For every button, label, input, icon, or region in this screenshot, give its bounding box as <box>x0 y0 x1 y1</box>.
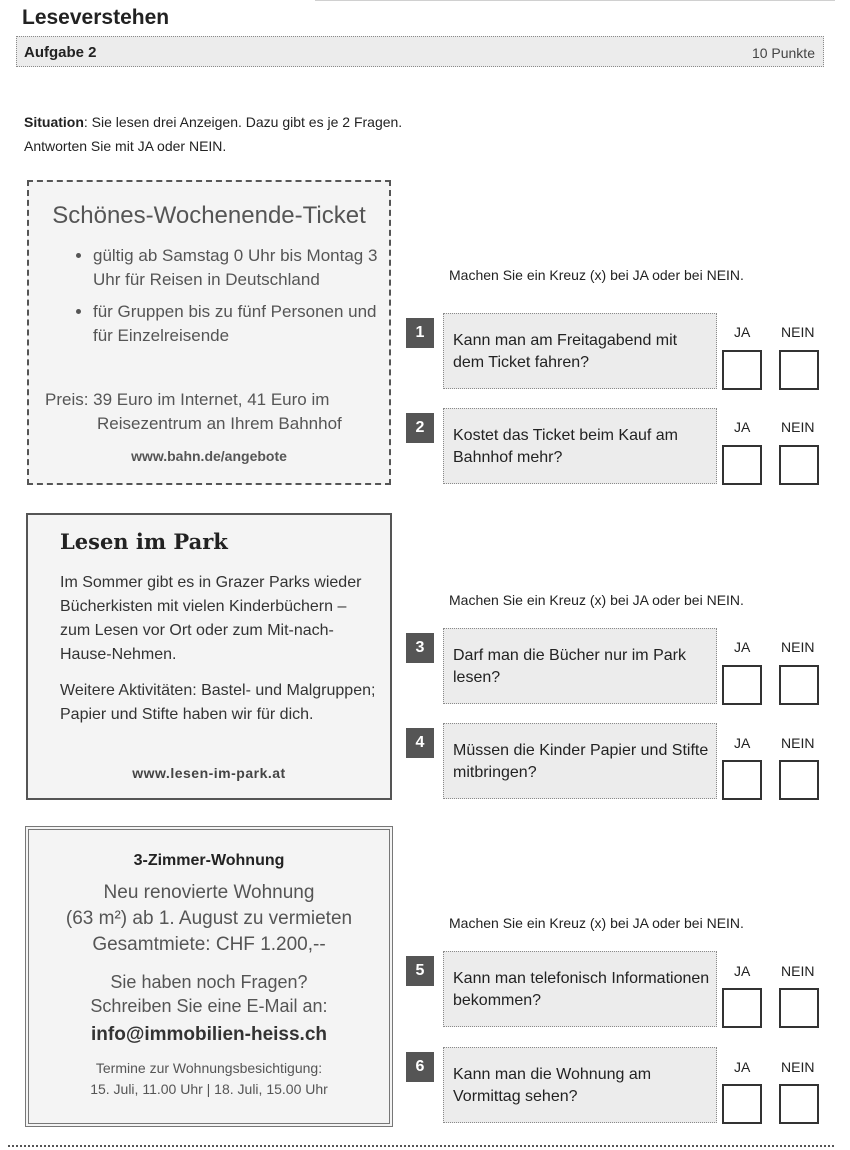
ja-label: JA <box>734 735 751 751</box>
ad-price-line: Preis: 39 Euro im Internet, 41 Euro im <box>45 390 330 409</box>
ad-line: (63 m²) ab 1. August zu vermieten <box>65 908 353 929</box>
ad-price <box>45 388 385 436</box>
ad-line: Neu renovierte Wohnung <box>103 882 315 903</box>
page-title: Leseverstehen <box>22 6 170 29</box>
checkbox-q5-nein[interactable] <box>779 988 819 1028</box>
situation-text <box>24 110 402 158</box>
question-number: 2 <box>406 413 434 443</box>
question-text: Kann man die Wohnung am Vormittag sehen? <box>453 1066 652 1105</box>
nein-label: NEIN <box>781 735 815 751</box>
situation-description: : Sie lesen drei Anzeigen. Dazu gibt es je 2 Fragen. <box>83 114 403 130</box>
checkbox-q2-nein[interactable] <box>779 445 819 485</box>
question-box <box>443 951 717 1027</box>
instruction-text: Machen Sie ein Kreuz (x) bei JA oder bei NEIN. <box>449 915 744 931</box>
ad-line: Termine zur Wohnungsbesichtigung: <box>95 1060 323 1076</box>
ja-label: JA <box>734 1059 751 1075</box>
question-box <box>443 313 717 389</box>
nein-label: NEIN <box>781 963 815 979</box>
nein-label: NEIN <box>781 1059 815 1075</box>
situation-label: Situation <box>24 114 84 130</box>
question-number: 4 <box>406 728 434 758</box>
ad-paragraph <box>29 880 389 958</box>
ad-bullet: • gültig ab Samstag 0 Uhr bis Montag 3 Uhr für Reisen in Deutschland <box>93 244 383 292</box>
nein-label: NEIN <box>781 324 815 340</box>
ja-label: JA <box>734 419 751 435</box>
checkbox-q6-nein[interactable] <box>779 1084 819 1124</box>
ad-paragraph <box>29 970 389 1018</box>
ad-bullet-list <box>69 244 383 356</box>
top-rule <box>315 0 835 1</box>
checkbox-q4-ja[interactable] <box>722 760 762 800</box>
question-number: 5 <box>406 956 434 986</box>
checkbox-q1-nein[interactable] <box>779 350 819 390</box>
question-text: Kann man telefonisch Informationen bekommen? <box>453 970 710 1009</box>
question-number: 6 <box>406 1052 434 1082</box>
ad-url: www.bahn.de/angebote <box>131 448 287 464</box>
ad-line: Schreiben Sie eine E-Mail an: <box>90 996 328 1016</box>
question-number: 3 <box>406 633 434 663</box>
ad-paragraph: Im Sommer gibt es in Grazer Parks wieder Bücherkisten mit vielen Kinderbüchern – zum Lesen vor Ort oder zum Mit-nach-Hause-Nehmen. <box>60 574 362 663</box>
question-box <box>443 628 717 704</box>
task-points: 10 Punkte <box>751 45 815 61</box>
question-text: Kostet das Ticket beim Kauf am Bahnhof mehr? <box>453 427 678 466</box>
ad-email: info@immobilien-heiss.ch <box>91 1024 327 1045</box>
question-box <box>443 408 717 484</box>
ad-title: Schönes-Wochenende-Ticket <box>52 202 366 229</box>
ad-url: www.lesen-im-park.at <box>132 765 286 781</box>
ad-line: 15. Juli, 11.00 Uhr | 18. Juli, 15.00 Uhr <box>90 1081 328 1097</box>
ad-line: Sie haben noch Fragen? <box>110 972 308 992</box>
checkbox-q2-ja[interactable] <box>722 445 762 485</box>
ad-reading-park <box>26 513 392 800</box>
instruction-text: Machen Sie ein Kreuz (x) bei JA oder bei NEIN. <box>449 267 744 283</box>
checkbox-q3-nein[interactable] <box>779 665 819 705</box>
ad-paragraph <box>29 1058 389 1100</box>
instruction-text: Machen Sie ein Kreuz (x) bei JA oder bei NEIN. <box>449 592 744 608</box>
task-label: Aufgabe 2 <box>24 44 97 61</box>
question-box <box>443 723 717 799</box>
ad-apartment <box>25 826 393 1127</box>
checkbox-q5-ja[interactable] <box>722 988 762 1028</box>
nein-label: NEIN <box>781 419 815 435</box>
ja-label: JA <box>734 963 751 979</box>
ad-price-line: Reisezentrum an Ihrem Bahnhof <box>97 414 342 433</box>
bottom-divider <box>8 1145 834 1147</box>
checkbox-q4-nein[interactable] <box>779 760 819 800</box>
ad-title: 3-Zimmer-Wohnung <box>133 852 285 869</box>
ad-bullet: • für Gruppen bis zu fünf Personen und für Einzelreisende <box>93 300 383 348</box>
question-box <box>443 1047 717 1123</box>
checkbox-q3-ja[interactable] <box>722 665 762 705</box>
nein-label: NEIN <box>781 639 815 655</box>
checkbox-q1-ja[interactable] <box>722 350 762 390</box>
ad-paragraph: Weitere Aktivitäten: Bastel- und Malgruppen; Papier und Stifte haben wir für dich. <box>60 682 376 723</box>
ad-title: Lesen im Park <box>60 529 228 554</box>
ja-label: JA <box>734 639 751 655</box>
question-text: Darf man die Bücher nur im Park lesen? <box>453 647 686 686</box>
ad-weekend-ticket <box>27 180 391 485</box>
question-text: Müssen die Kinder Papier und Stifte mitbringen? <box>453 742 709 781</box>
checkbox-q6-ja[interactable] <box>722 1084 762 1124</box>
situation-instruction: Antworten Sie mit JA oder NEIN. <box>24 138 227 154</box>
task-header-bar <box>16 36 824 67</box>
question-text: Kann man am Freitagabend mit dem Ticket fahren? <box>453 332 678 371</box>
question-number: 1 <box>406 318 434 348</box>
ad-line: Gesamtmiete: CHF 1.200,-- <box>92 934 326 955</box>
ja-label: JA <box>734 324 751 340</box>
